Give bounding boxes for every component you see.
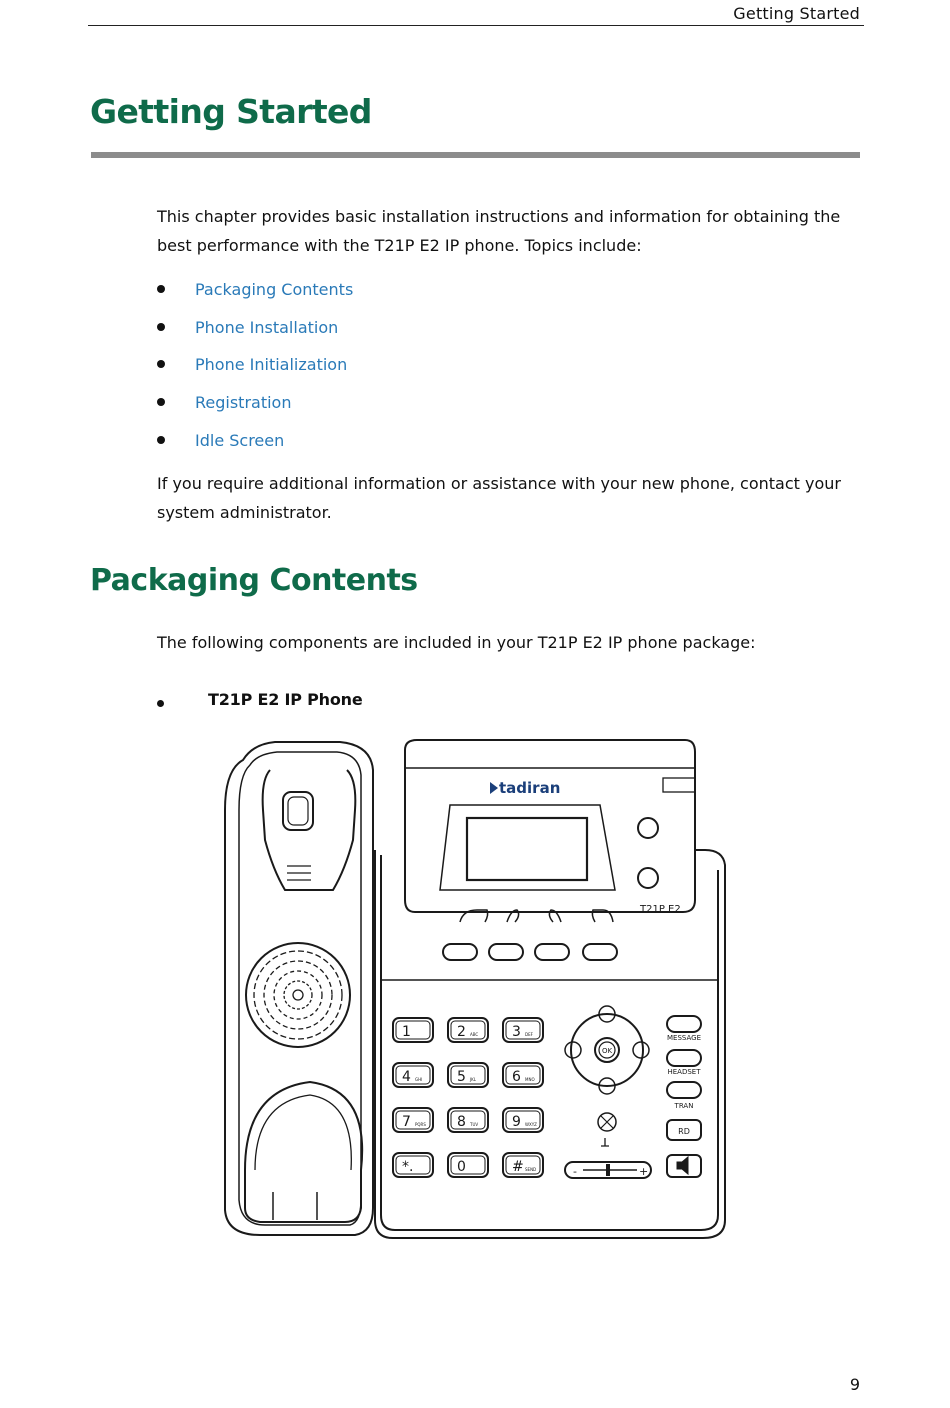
keypad-key-letters: ABC xyxy=(470,1032,479,1037)
page-number: 9 xyxy=(849,1375,860,1394)
model-label: T21P E2 xyxy=(640,904,681,915)
keypad-key-digit: *. xyxy=(402,1159,414,1175)
keypad-key-letters: JKL xyxy=(470,1077,477,1082)
title-underline-bar xyxy=(91,152,860,158)
ok-key-label: OK xyxy=(601,1047,613,1055)
keypad-key xyxy=(448,1063,488,1087)
keypad-key xyxy=(393,1108,433,1132)
keypad-key-digit: 2 xyxy=(457,1024,466,1040)
keypad-key-digit: 7 xyxy=(402,1114,411,1130)
volume-plus-label: + xyxy=(639,1165,649,1178)
bullet-icon xyxy=(157,436,165,444)
keypad-key xyxy=(393,1018,433,1042)
message-key-label: MESSAGE xyxy=(667,1034,701,1042)
bullet-icon xyxy=(157,398,165,406)
topic-link-phone-initialization[interactable]: Phone Initialization xyxy=(195,355,348,375)
keypad-key xyxy=(448,1018,488,1042)
keypad-key-letters: GHI xyxy=(415,1077,423,1082)
packaging-intro: The following components are included in your T21P E2 IP phone package: xyxy=(157,633,756,652)
keypad-key xyxy=(393,1063,433,1087)
keypad-key-digit: 9 xyxy=(512,1114,521,1130)
soft-keys xyxy=(443,944,617,960)
keypad-key-digit: 1 xyxy=(402,1024,411,1040)
keypad-key-digit: # xyxy=(512,1159,524,1175)
running-header: Getting Started xyxy=(733,4,860,23)
outro-paragraph: If you require additional information or assistance with your new phone, contact your system administrator. xyxy=(157,474,841,522)
topic-link-idle-screen[interactable]: Idle Screen xyxy=(195,430,285,450)
keypad-key-digit: 3 xyxy=(512,1024,521,1040)
bullet-icon xyxy=(157,323,165,331)
rd-key-label: RD xyxy=(678,1127,690,1136)
header-rule xyxy=(88,25,864,26)
keypad-key-digit: 4 xyxy=(402,1069,411,1085)
topic-link-registration[interactable]: Registration xyxy=(195,393,292,413)
keypad-key xyxy=(503,1018,543,1042)
bullet-icon xyxy=(157,360,165,368)
keypad-key-letters: DEF xyxy=(525,1032,533,1037)
keypad-key-digit: 0 xyxy=(457,1159,466,1175)
brand-logo-mark xyxy=(490,782,498,794)
keypad-key xyxy=(503,1108,543,1132)
keypad-key-letters: SEND xyxy=(525,1167,537,1172)
keypad-key-digit: 6 xyxy=(512,1069,521,1085)
keypad-key-letters: TUV xyxy=(470,1122,479,1127)
topic-link-phone-installation[interactable]: Phone Installation xyxy=(195,317,339,337)
keypad xyxy=(393,1018,543,1177)
volume-minus-label: - xyxy=(573,1165,577,1178)
topic-link-packaging-contents[interactable]: Packaging Contents xyxy=(195,280,354,299)
ip-phone-illustration xyxy=(215,730,735,1250)
brand-logo-text: tadiran xyxy=(499,779,561,797)
section-title-packaging: Packaging Contents xyxy=(90,563,418,598)
keypad-key-digit: 5 xyxy=(457,1069,466,1085)
headset-key-label: HEADSET xyxy=(667,1068,701,1076)
package-item-label: T21P E2 IP Phone xyxy=(208,690,363,709)
bullet-icon xyxy=(157,285,165,293)
keypad-key-letters: MNO xyxy=(525,1077,535,1082)
tran-key-label: TRAN xyxy=(674,1102,694,1110)
keypad-key-letters: WXYZ xyxy=(525,1122,537,1127)
keypad-key xyxy=(448,1153,488,1177)
navigation-cluster xyxy=(565,1006,649,1146)
keypad-key-letters: PQRS xyxy=(415,1122,426,1127)
bullet-icon xyxy=(157,700,164,707)
handset xyxy=(225,742,373,1235)
keypad-key xyxy=(503,1063,543,1087)
display-housing xyxy=(405,740,695,922)
intro-paragraph: This chapter provides basic installation instructions and information for obtaining the best performance with the T21P E2 IP phone. Topics include: xyxy=(157,207,841,255)
keypad-key-digit: 8 xyxy=(457,1114,466,1130)
chapter-title: Getting Started xyxy=(90,92,372,131)
keypad-key xyxy=(448,1108,488,1132)
